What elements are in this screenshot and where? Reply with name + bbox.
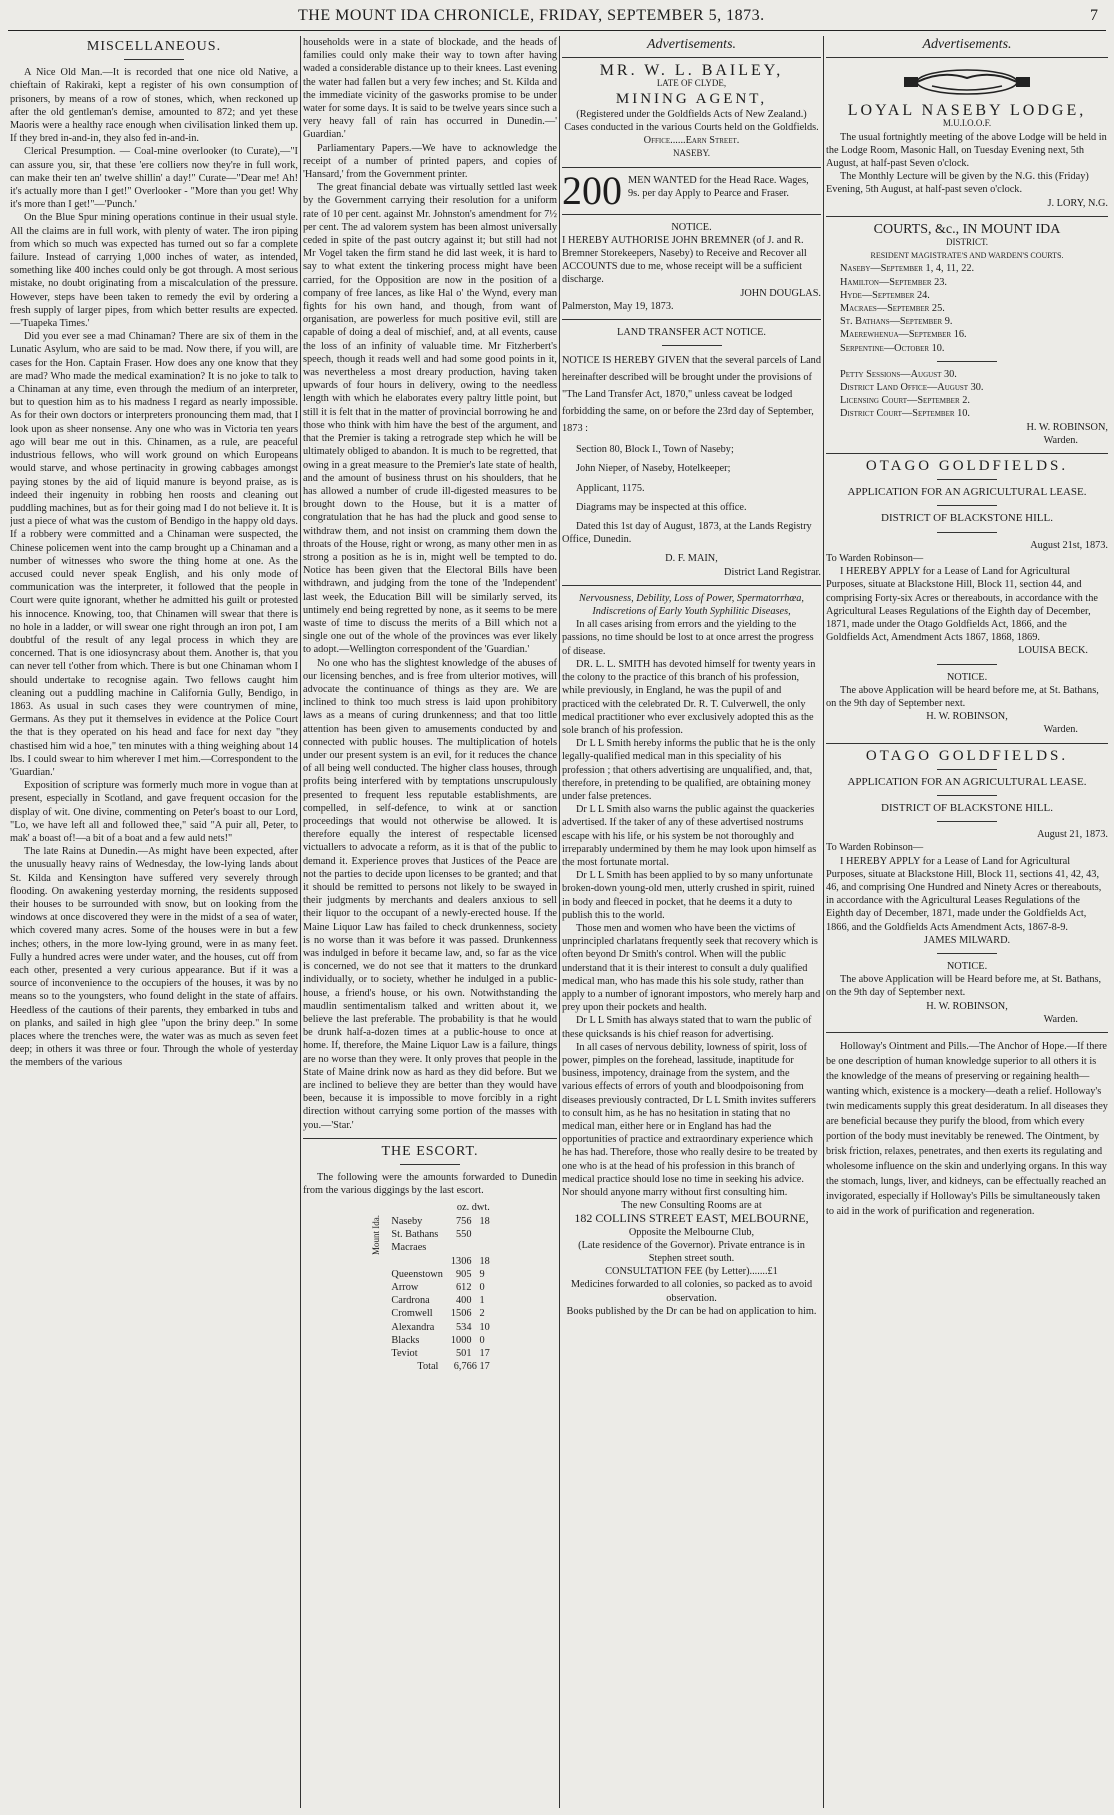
smith-books: Books published by the Dr can be had on application to him. <box>566 1305 817 1317</box>
smith-medicines: Medicines forwarded to all colonies, so packed as to avoid observation. <box>570 1279 813 1304</box>
smith-address: 182 COLLINS STREET EAST, MELBOURNE, <box>574 1211 809 1226</box>
smith-paragraph: Dr L L Smith has been applied to by so many unfortunate broken-down young-old men, utterly crushed in spirit, ruined in body and fleeced in pocket, that he deems it a duty to publish this to the world. <box>562 870 815 921</box>
application-addressee: To Warden Robinson— <box>826 552 924 564</box>
bailey-registration: (Registered under the Goldfields Acts of New Zealand.) <box>576 108 807 120</box>
smith-paragraph: Dr L L Smith has always stated that to warn the public of these quicksands is his chief reason for advertising. <box>562 1015 812 1040</box>
application-heading: APPLICATION FOR AN AGRICULTURAL LEASE. <box>847 486 1087 499</box>
land-transfer-text: NOTICE IS HEREBY GIVEN that the several parcels of Land hereinafter described will be brought under the provisions of "The Land Transfer Act, 1870," unless caveat be lodged forbidding the same, on or before the 23rd day of September, 1873 : <box>562 355 821 435</box>
notice-signature-title: Warden. <box>1043 724 1078 736</box>
escort-dwt <box>475 1228 493 1241</box>
column-advertisements-2 <box>826 36 1108 1806</box>
court-item: District Land Office—August 30. <box>840 382 984 394</box>
divider <box>937 795 997 796</box>
bailey-office: Office......Earn Street. <box>643 135 740 147</box>
escort-subtotal-dwt: 18 <box>479 1255 490 1267</box>
article-paragraph: A Nice Old Man.—It is recorded that one nice old Native, a chieftain of Rakiraki, kept a register of his own consumption of prisoners, by means of a row of stones, which, when reckoned up after the old gentleman's demise, amounted to 872; and yet these Maoris were a healthy race enough when civilisation linked them up. If they bred in-and-in, they also fed in-and-in. <box>10 67 298 145</box>
ad-heading: Advertisements. <box>922 37 1012 52</box>
land-transfer-heading: LAND TRANSFER ACT NOTICE. <box>617 327 766 339</box>
masthead-title: THE MOUNT IDA CHRONICLE, FRIDAY, SEPTEMBER 5, 1873. <box>298 7 765 24</box>
men-wanted-number: 200 <box>562 167 622 213</box>
escort-place: Cardrona <box>391 1295 430 1307</box>
escort-total-label: Total <box>417 1361 439 1373</box>
ad-heading: Advertisements. <box>646 37 737 52</box>
page-number: 7 <box>1090 7 1098 24</box>
divider <box>662 345 722 346</box>
article-paragraph: No one who has the slightest knowledge of the abuses of our licensing benches, and is free from ulterior motives, will advocate the continuance of things as they are. We are inclined to think too much stress is laid upon prohibitory laws as a means of curing drunkenness; and that too little attention has been given to amusements conducted by and connected with public houses. The multiplication of hotels under our present system is an evil, for it reduces the chance of all being well conducted. The higher class houses, through profits being interfered with by temptations unscrupulously presented to frequent less reputable establishments, are compelled, in self-defence, to wink at or sanction proceedings that would not otherwise be allowed. It is therefore equally the interest of respectable licensed victuallers to advocate a reform, as it is that of the public to demand it. Experience proves that Justices of the Peace are not the parties to decide upon licenses to be granted; and that it should be remitted to persons not likely to be swayed in their judgments by merchants and dealers anxious to sell their liquor to the occupant of a newly-erected house. If the Maine Liquor Law has failed to check drunkenness, society is no worse than it was before it was passed. Drunkenness was indulged in before it became law, and, so far as the vice is concerned, we do not see that it matters to the drunkard individually, or to society, whether he indulged in a public-house, a friend's house, or his own. Notwithstanding the maudlin sentimentalism talked and written about it, we believe the last preferable. The probability is that he would be drunk half-a-dozen times at a public-house to once at home. If, therefore, the Maine Liquor Law is a failure, things are no worse than they were. It only proves that people in the State of Maine drink now as hard as they did before. But we are inclined to believe they are better than they would have been, because it is impossible to move forcibly in a right direction without carrying some portion of the masses with you.—'Star.' <box>303 657 557 1131</box>
district-heading: DISTRICT OF BLACKSTONE HILL. <box>881 801 1053 814</box>
court-item: St. Bathans—September 9. <box>840 316 953 328</box>
column-advertisements-1 <box>562 36 821 1806</box>
court-item: Serpentine—October 10. <box>840 342 945 354</box>
divider <box>124 59 184 60</box>
escort-intro: The following were the amounts forwarded to Dunedin from the various diggings by the last escort. <box>303 1172 557 1197</box>
notice-signature: H. W. ROBINSON, <box>926 711 1008 723</box>
escort-oz: 501 <box>456 1348 472 1360</box>
column-news <box>303 36 557 1806</box>
column-miscellaneous <box>10 36 298 1806</box>
application-signature: LOUISA BECK. <box>1018 645 1088 657</box>
escort-oz: 400 <box>456 1295 472 1307</box>
escort-oz: 1506 <box>450 1308 472 1320</box>
divider <box>562 214 821 215</box>
escort-dwt: 10 <box>479 1321 490 1333</box>
escort-dwt: 0 <box>479 1282 485 1294</box>
escort-place: Arrow <box>391 1282 419 1294</box>
notice-signature: H. W. ROBINSON, <box>926 1000 1008 1012</box>
holloway-ad: Holloway's Ointment and Pills.—The Anchor of Hope.—If there be one description of human knowledge superior to all others it is the knowledge of the means of preserving or regaining health—wanting which, existence is a mockery—death a relief. Holloway's twin medicaments supply this great desideratum. In all diseases they are beneficial because they purify the blood, from which every portion of the body must inevitably be renewed. The Ointment, by brisk friction, relaxes, penetrates, and then exerts its regulating and wholesome influence on the skin and underlying organs. In this way the stomach, lungs, liver, and kidneys, can be effectually reached an invigorated, especially if Holloway's Pills be simultaneously taken to aid in the work of purification and regeneration. <box>826 1040 1108 1217</box>
divider <box>937 769 997 770</box>
divider <box>303 1138 557 1139</box>
escort-oz: 905 <box>456 1268 472 1280</box>
lodge-signature: J. LORY, N.G. <box>1047 197 1108 209</box>
article-paragraph: The great financial debate was virtually settled last week by the Government carrying their resolution for a uniform rate of 10 per cent. against Mr. Johnston's amendment for 7½ per cent. The ad valorem system has been almost universally ceded in spite of the past outcry against it; but still had not Mr Vogel taken the firm stand he did last week, it is hard to say to what extent the tinkering process might have been carried, for the Opposition are now in the position of a company of free lances, as like Hal o' the Wynd, every man fights for his own hand, and though, from want of organisation, are powerless for much positive evil, still are capable of doing a deal of mischief, and, at all events, cause the loss of an infinity of valuable time. Mr Fitzherbert's speech, though it reads well and had some good points in it, was nevertheless a most dreary production, having taken upwards of four hours in delivery, owing to the needless length with which he elaborates every paltry little point, but still it is felt that in the matter of provincial borrowing he and those who think with him have the best of the argument, and that the Premier is taking a retrograde step which he will be ultimately obliged to abandon. It is much to be regretted, that owing in a great measure to the Premier's late state of health, and the amount of business thrust on his shoulders, that he has allowed a number of crude ill-digested measures to be brought down to the House, but it is a matter of congratulation that he has had the pluck and good sense to withdraw them, and not insist on cramming them down the throats of the House, right or wrong, as many other men in as strong a position as he is in, might well be tempted to do. Notice has been given that the Electoral Bills have been withdrawn, and judging from the tone of the 'Independent' last week, the Education Bill will be similarly served, its untimely end being regretted by none, as it seems to be mere waste of time to discuss the merits of a Bill which not a single one out of the whole of the provinces was ever likely to adopt.—Wellington correspondent of the 'Guardian.' <box>303 182 557 656</box>
escort-oz <box>447 1241 476 1254</box>
escort-dwt: 9 <box>479 1268 485 1280</box>
escort-oz: 550 <box>456 1229 472 1241</box>
land-transfer-item: Section 80, Block I., Town of Naseby; <box>576 444 734 456</box>
table-row <box>366 1334 494 1347</box>
court-item: Macraes—September 25. <box>840 303 945 315</box>
court-item: Petty Sessions—August 30. <box>840 368 957 380</box>
bailey-late: LATE OF CLYDE, <box>656 78 727 89</box>
escort-group: Mount Ida. <box>371 1214 382 1255</box>
lodge-subtitle: M.U.I.O.O.F. <box>942 118 992 129</box>
courts-district: DISTRICT. <box>945 237 989 248</box>
article-paragraph: Parliamentary Papers.—We have to acknowledge the receipt of a number of printed papers, and copies of 'Hansard,' from the Government printer. <box>303 142 557 181</box>
escort-table <box>366 1201 494 1373</box>
article-paragraph: households were in a state of blockade, and the heads of families could only make their way to town after having waded a considerable distance up to their knees. Last evening the water had fallen but a very few inches; and St. Kilda and the immediate vicinity of the gasworks promise to be under water for some days. It is said to be twelve years since such a very heavy fall of rain has occurred in Dunedin.—' Guardian.' <box>303 37 557 141</box>
smith-fee: CONSULTATION FEE (by Letter).......£1 <box>605 1266 778 1278</box>
lodge-paragraph: The usual fortnightly meeting of the above Lodge will be held in the Lodge Room, Masonic Hall, on Tuesday Evening next, 5th August, at half-past Seven o'clock. <box>826 131 1107 170</box>
smith-paragraph: The new Consulting Rooms are at <box>621 1200 762 1212</box>
lodge-paragraph: The Monthly Lecture will be given by the N.G. this (Friday) Evening, 5th August, at half-past seven o'clock. <box>826 171 1089 196</box>
smith-paragraph: In all cases of nervous debility, lowness of spirit, loss of power, pimples on the forehead, lassitude, inaptitude for business, impotency, drainage from the system, and the various effects of errors of youth and bloodpoisoning from diseases previously contracted, Dr L L Smith invites sufferers to consult him, as he has no hesitation in stating that no medical man, either here or in England has had the opportunities of practice and extraordinary experience which he has had. Therefore, those who really desire to be treated by one who is at the head of his profession in this branch of medical practice should lose no time in seeking his advice. Nor should anyone marry without first consulting him. <box>562 1041 818 1199</box>
application-date: August 21st, 1873. <box>1030 539 1108 551</box>
column-rule <box>823 36 824 1808</box>
smith-italic-heading: Nervousness, Debility, Loss of Power, Spermatorrhœa, Indiscretions of Early Youth Syphilitic Diseases, <box>579 592 804 618</box>
land-transfer-item: Dated this 1st day of August, 1873, at the Lands Registry Office, Dunedin. <box>562 521 812 546</box>
otago-goldfields-heading: OTAGO GOLDFIELDS. <box>865 458 1069 475</box>
notice-signature-title: Warden. <box>1043 1013 1078 1025</box>
escort-place: St. Bathans <box>391 1229 439 1241</box>
column-rule <box>300 36 301 1808</box>
divider <box>937 821 997 822</box>
article-paragraph: Did you ever see a mad Chinaman? There are six of them in the Lunatic Asylum, who are said to be mad. Now there, if you will, are cases for the Hon. Captain Fraser. How does any one know that they are mad? Who made the medical examination? It is no joke to talk to a Chinaman at any time, even through the medium of an interpreter, but to question him as to his madness I regard as nearly impossible. As for their own doctors or interpreters pronouncing them mad, that I look upon as sheer nonsense. Any one who was in Victoria ten years ago will bear me out in this. Chinamen, as a rule, are peaceful industrious fellows, who will work ground on which Europeans would starve, and whose pertinacity in growing cabbages amongst paying stones by the aid of liquid manure is beyond praise, as is indeed their ingenuity in robbing hen roosts and cleaning out puddling machines, but as for their going mad I do not believe it. It is just a piece of what was the custom of Bendigo in the happy old days. If a robbery were committed and a Chinaman were suspected, the Chinese policemen went into the camp brought up a Chinaman and a number of witnesses who swore the thing home at one. As the accused could never speak English, and his only mode of communication was the interpreter, it followed that the people in Court were quite ignorant, whether he admitted his guilt or protested his innocence. Knowing, too, that Chinamen will swear that there is no hole in a ladder, or will swear one right through an iron pot, I am doubtful of the result of any legal process in which they are concerned. That is one idiosyncrasy about them. Another is, that you can never tell t'other from which. There is but one Chinaman whom I should undertake to recognise again. Two fellows caught him cleaning out a puddling machine in California Gully, Bendigo, in 1863. As usual in such cases they were countrymen of mine, Germans. As they put it themselves in evidence at the Police Court the that is they operated on his head and face for next day "they chastised him wid a hoe," ten minutes with a thing weighing about 14 lbs. I could swear to him wherever I met him.—Correspondent to the 'Guardian.' <box>10 331 298 778</box>
table-row <box>366 1347 494 1360</box>
table-row <box>366 1215 494 1228</box>
men-wanted-ad <box>562 167 821 213</box>
smith-paragraph: DR. L. L. SMITH has devoted himself for twenty years in the colony to the practice of this branch of his profession, while previously, in England, he was the pupil of and practiced with the celebrated Dr. R. T. Culverwell, the only medical practitioner who ever exclusively adopted this as the sole branch of his profession. <box>562 658 816 736</box>
table-row <box>366 1281 494 1294</box>
divider <box>826 57 1108 58</box>
courts-subheading: RESIDENT MAGISTRATE'S AND WARDEN'S COURTS. <box>870 251 1064 261</box>
land-transfer-item: Diagrams may be inspected at this office. <box>576 501 747 513</box>
article-paragraph: The late Rains at Dunedin.—As might have been expected, after the unusually heavy rains of Wednesday, the low-lying lands about St. Kilda and Kensington have suffered very severely through flooding. On awakening yesterday morning, the residents supposed their houses to be surrounded with snow, but on looking from the windows at once discovered they were in the midst of a sea of water, which covered many acres. Some of the houses were in but a few inches; others, in the more low-lying ground, were in as many feet. Fully a hundred acres were under water, and the houses, cut off from each other, presented a very curious appearance. But if it was a source of inconvenience to the occupiers of the houses, it was by no means so to the youngsters, who found delight in the state of affairs. Heedless of the cautions of their parents, they embarked in tubs and on planks, and sailed in high glee "upon the briny deep." In some places where the trenches were, the water was as much as seven feet deep; in others it was three or four. Through the whole of yesterday the members of the various <box>10 846 298 1069</box>
table-row <box>366 1268 494 1281</box>
smith-paragraph: Dr L L Smith also warns the public against the quackeries advertised. If the taker of any of these advertised nostrums escape with his life, or his system be not thoroughly and irreparably undermined by them he may look upon himself as the most fortunate mortal. <box>562 804 817 868</box>
bailey-cases: Cases conducted in the various Courts held on the Goldfields. <box>564 122 819 134</box>
notice-heading: NOTICE. <box>946 960 988 972</box>
divider <box>826 453 1108 454</box>
court-item: District Court—September 10. <box>840 408 970 420</box>
divider <box>400 1164 460 1165</box>
notice-date: Palmerston, May 19, 1873. <box>562 300 674 312</box>
divider <box>826 743 1108 744</box>
smith-paragraph: In all cases arising from errors and the yielding to the passions, no time should be lost to at once arrest the progress of disease. <box>562 619 814 657</box>
table-row <box>366 1255 494 1268</box>
escort-place: Alexandra <box>391 1321 435 1333</box>
lodge-name: LOYAL NASEBY LODGE, <box>847 102 1087 120</box>
escort-heading: THE ESCORT. <box>381 1143 479 1159</box>
table-row <box>366 1307 494 1320</box>
divider <box>937 664 997 665</box>
notice-heading: NOTICE. <box>946 671 988 683</box>
escort-dwt: 17 <box>479 1348 490 1360</box>
smith-paragraph: Those men and women who have been the victims of unprincipled charlatans frequently seek that recovery which is often beyond Dr Smith's control. When will the public understand that it is their interest to consult a duly qualified medical man, who has made this his sole study, rather than apply to a number of ignorant impostors, who merely harp and prey upon their pockets and health. <box>562 922 821 1014</box>
escort-place: Cromwell <box>391 1308 433 1320</box>
divider <box>826 216 1108 217</box>
court-item: Naseby—September 1, 4, 11, 22. <box>840 263 975 275</box>
men-wanted-text: MEN WANTED for the Head Race. Wages, 9s. per day Apply to Pearce and Fraser. <box>628 174 809 199</box>
divider <box>937 479 997 480</box>
application-signature: JAMES MILWARD. <box>923 934 1011 946</box>
escort-dwt: 2 <box>479 1308 485 1320</box>
escort-dwt: 0 <box>479 1334 485 1346</box>
courts-signature-title: Warden. <box>1043 434 1078 446</box>
land-transfer-signature-title: District Land Registrar. <box>724 566 821 578</box>
application-addressee: To Warden Robinson— <box>826 842 924 854</box>
masthead <box>8 4 1106 31</box>
bailey-town: NASEBY. <box>672 148 711 159</box>
escort-subtotal-oz: 1306 <box>450 1255 472 1267</box>
escort-place: Naseby <box>391 1215 423 1227</box>
court-item: Maerewhenua—September 16. <box>840 329 967 341</box>
smith-paragraph: Dr L L Smith hereby informs the public that he is the only legally-qualified medical man in this speciality of his profession ; that others advertising are unqualified, and, that, therefore, in pretending to be qualified, are obtaining money under false pretences. <box>562 738 816 802</box>
divider <box>937 532 997 533</box>
divider <box>937 505 997 506</box>
notice-signature: JOHN DOUGLAS. <box>740 287 821 299</box>
land-transfer-item: Applicant, 1175. <box>576 482 645 494</box>
divider <box>937 953 997 954</box>
smith-late-residence: (Late residence of the Governor). Private entrance is in Stephen street south. <box>578 1239 805 1265</box>
application-text: I HEREBY APPLY for a Lease of Land for Agricultural Purposes, situate at Blackstone Hill, Block 11, sections 41, 42, 43, 46, and comprising One Hundred and Ninety Acres or thereabouts, in accordance with the Agricultural Leases Regulations of the Eighth day of December, 1871, made under the Goldfields Act, 1866, and the Goldfields Acts Amendment Acts, 1867-8-9. <box>826 855 1102 933</box>
land-transfer-item: John Nieper, of Naseby, Hotelkeeper; <box>576 463 731 475</box>
divider <box>937 361 997 362</box>
table-row <box>366 1360 494 1373</box>
escort-unit: oz. dwt. <box>456 1202 490 1214</box>
article-paragraph: On the Blue Spur mining operations continue in their usual style. All the claims are in full work, with plenty of water. The iron piping from which so much was expected has turned out so far a complete failure. Instead of carrying 1,000 inches of water, as intended, something like 400 inches could only be got through. A most serious mistake, no doubt originating from a miscalculation of the pressure. However, steps have been taken to remedy the evil by ordering a fresh supply of larger pipes, from which better results are expected.—'Tuapeka Times.' <box>10 212 298 330</box>
escort-oz: 612 <box>456 1282 472 1294</box>
notice-text: The above Application will be Heard before me, at St. Bathans, on the 9th day of September next. <box>826 974 1102 999</box>
court-item: Hamilton—September 23. <box>840 276 947 288</box>
escort-place: Queenstown <box>391 1268 443 1280</box>
article-paragraph: Clerical Presumption. — Coal-mine overlooker (to Curate),—"I can assure you, sir, that these 'ere colliers now they're in full work, can make their ten an' twelve shillin' a day!" Curate—"Dear me! Ah! it's actually more than I get!" Overlooker - "More than you get! Why it's more than I get!"—'Punch.' <box>10 146 298 211</box>
escort-place: Blacks <box>391 1334 420 1346</box>
courts-heading: COURTS, &c., IN MOUNT IDA <box>873 221 1061 237</box>
escort-dwt: 1 <box>479 1295 485 1307</box>
table-row <box>366 1294 494 1307</box>
courts-signature: H. W. ROBINSON, <box>1026 421 1108 433</box>
district-heading: DISTRICT OF BLACKSTONE HILL. <box>881 512 1053 525</box>
escort-oz: 756 <box>456 1215 472 1227</box>
escort-dwt: 18 <box>479 1215 490 1227</box>
article-paragraph: Exposition of scripture was formerly much more in vogue than at present, especially in Scotland, and gave frequent occasion for the display of wit. One divine, commenting on Peter's boast to our Lord, "Lo, we have left all and followed thee," said "A puir all, Peter, to mak' a boast of!—a bit of a boat and a few auld nets!" <box>10 780 298 844</box>
escort-place: Macraes <box>391 1242 427 1254</box>
handshake-icon <box>902 64 1032 98</box>
divider <box>562 57 821 58</box>
column-rule <box>559 36 560 1808</box>
court-item: Licensing Court—September 2. <box>840 395 970 407</box>
section-heading: MISCELLANEOUS. <box>86 39 222 54</box>
otago-goldfields-heading: OTAGO GOLDFIELDS. <box>865 747 1069 764</box>
escort-oz: 1000 <box>450 1334 472 1346</box>
application-text: I HEREBY APPLY for a Lease of Land for Agricultural Purposes, situate at Blackstone Hill, Block 11, section 44, and comprising Forty-six Acres or thereabouts, in accordance with the Agricultural Leases Regulations of the Eighth day of December, 1871, made under the Otago Goldfields Act, 1866, and the Goldfields Act, Amendment Acts 1867, 1868, 1869. <box>826 566 1098 644</box>
escort-place: Teviot <box>391 1348 418 1360</box>
divider <box>826 1032 1108 1033</box>
notice-text: The above Application will be heard before me, at St. Bathans, on the 9th day of September next. <box>826 684 1099 709</box>
court-item: Hyde—September 24. <box>840 289 930 301</box>
notice-text: I HEREBY AUTHORISE JOHN BREMNER (of J. and R. Bremner Storekeepers, Naseby) to Receive and Recover all ACCOUNTS due to me, whose receipt will be a sufficient discharge. <box>562 234 807 286</box>
bailey-name: MR. W. L. BAILEY, <box>599 62 784 80</box>
application-heading: APPLICATION FOR AN AGRICULTURAL LEASE. <box>847 775 1087 788</box>
notice-heading: NOTICE. <box>671 221 712 233</box>
escort-total: 6,766 17 <box>453 1361 490 1373</box>
divider <box>562 319 821 320</box>
escort-oz: 534 <box>456 1321 472 1333</box>
smith-opposite: Opposite the Melbourne Club, <box>628 1226 755 1238</box>
bailey-title: MINING AGENT, <box>615 90 768 107</box>
application-date: August 21, 1873. <box>1037 829 1108 841</box>
land-transfer-signature: D. F. MAIN, <box>665 553 718 565</box>
escort-dwt <box>475 1241 493 1254</box>
divider <box>562 585 821 586</box>
table-row <box>366 1321 494 1334</box>
